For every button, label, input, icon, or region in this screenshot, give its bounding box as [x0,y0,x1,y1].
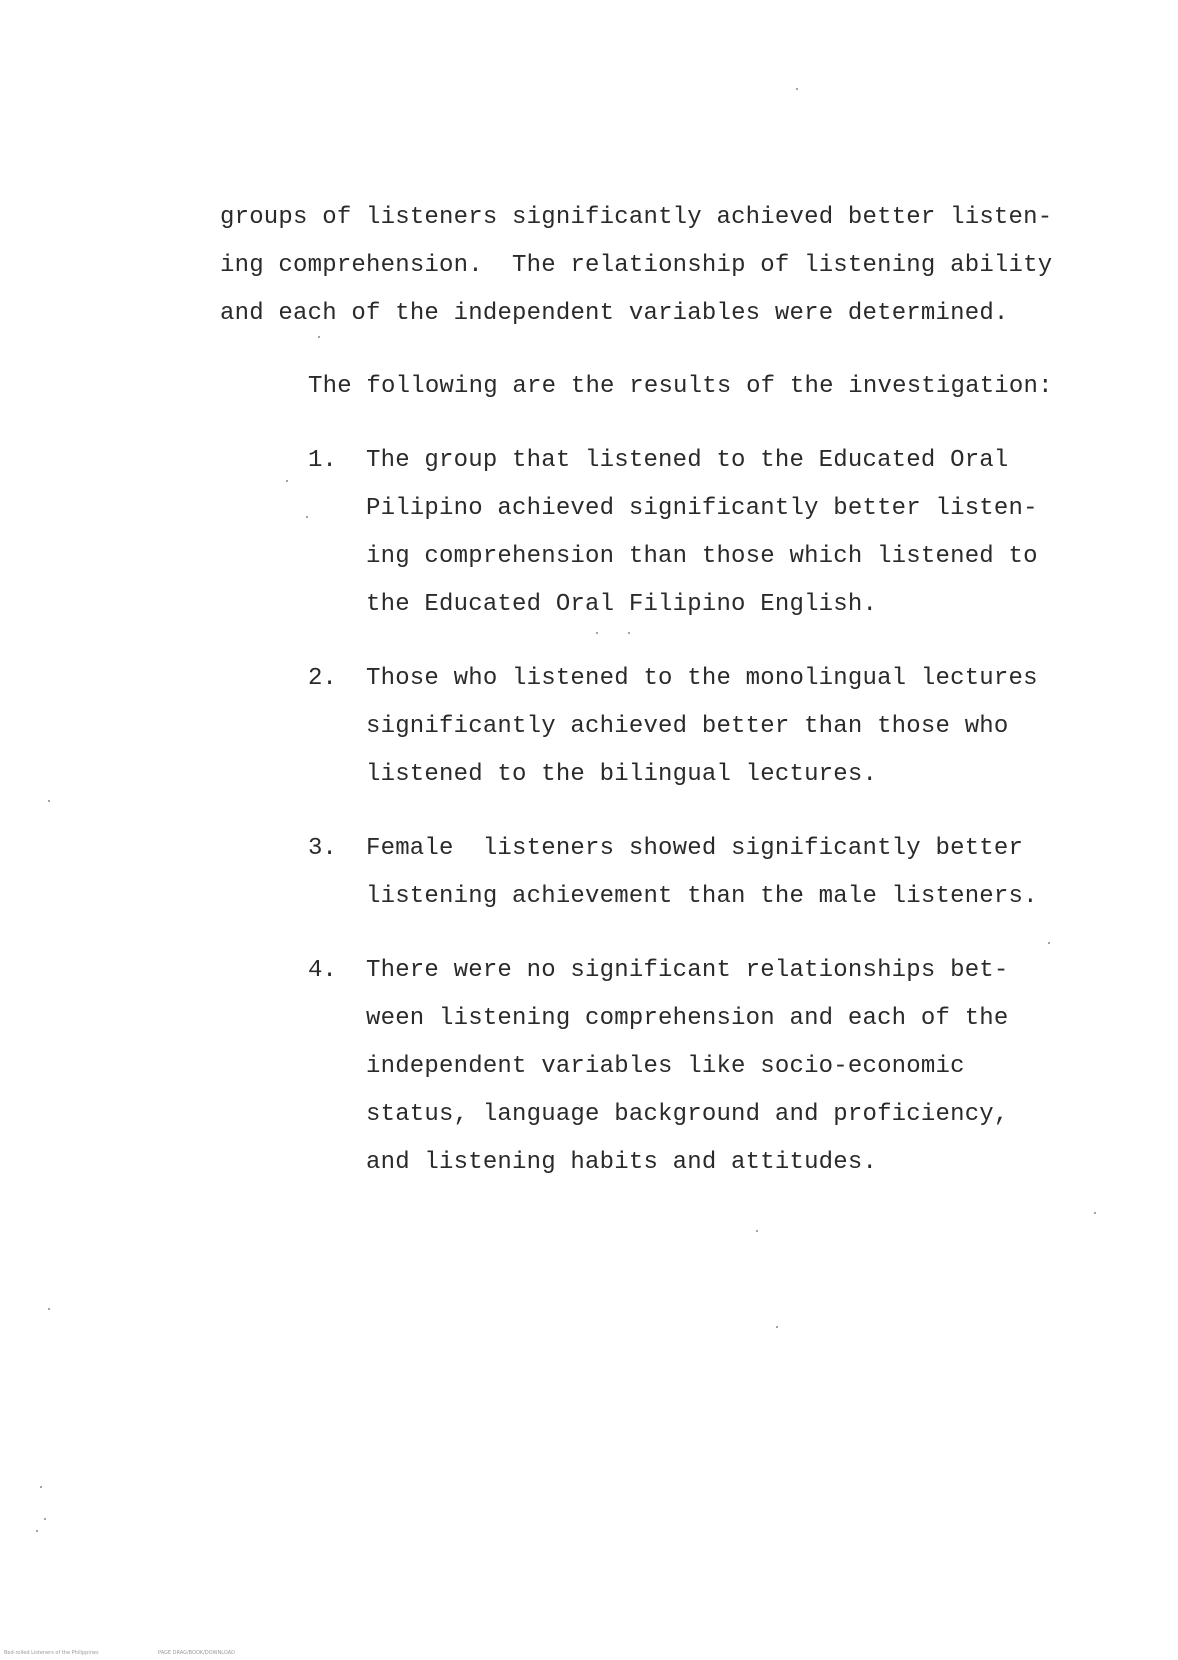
result-number: 1. [308,447,337,474]
result-line: listened to the bilingual lectures. [366,761,878,788]
result-line: ing comprehension than those which listened to [366,543,1038,570]
scan-speck [318,336,320,338]
result-line: ween listening comprehension and each of the [366,1005,1009,1032]
scan-speck [306,516,308,518]
scan-speck [48,800,50,802]
scan-speck [596,632,598,634]
result-number: 3. [308,835,337,862]
scan-speck [44,1518,46,1520]
result-number: 2. [308,665,337,692]
scan-speck [286,480,288,482]
scan-speck [628,632,630,634]
scan-speck [796,88,798,90]
scan-speck [1048,942,1050,944]
result-line: Female listeners showed significantly better [366,835,1024,862]
scan-speck [40,1486,42,1488]
scan-speck [1094,1212,1096,1214]
result-line: Those who listened to the monolingual lectures [366,665,1038,692]
scan-speck [776,1326,778,1328]
lead-sentence: The following are the results of the investigation: [308,373,1053,400]
scan-speck [756,1230,758,1232]
scan-speck [48,1308,50,1310]
result-line: the Educated Oral Filipino English. [366,591,878,618]
result-line: significantly achieved better than those who [366,713,1009,740]
result-line: Pilipino achieved significantly better listen- [366,495,1038,522]
scan-speck [36,1530,38,1532]
result-line: status, language background and proficiency, [366,1101,1009,1128]
result-line: There were no significant relationships bet- [366,957,1009,984]
intro-line: ing comprehension. The relationship of listening ability [220,252,1053,279]
result-line: The group that listened to the Educated Oral [366,447,1009,474]
result-line: independent variables like socio-economic [366,1053,965,1080]
result-line: and listening habits and attitudes. [366,1149,878,1176]
result-line: listening achievement than the male listeners. [366,883,1038,910]
intro-line: and each of the independent variables were determined. [220,300,1009,327]
result-number: 4. [308,957,337,984]
intro-line: groups of listeners significantly achieved better listen- [220,204,1053,231]
footer-left: Bed-rolled Listeners of the Philippines [4,1650,99,1656]
footer-right: PAGE DRAG/BOOK/DOWNLOAD [158,1650,236,1656]
